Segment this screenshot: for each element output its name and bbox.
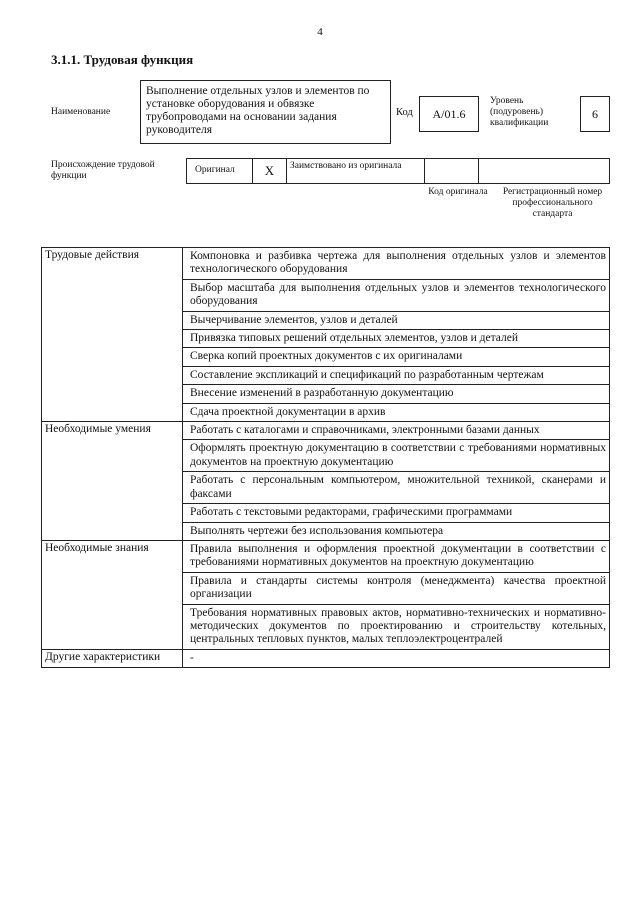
code-label: Код: [396, 107, 413, 118]
labor-actions-item: Сверка копий проектных документов с их оригиналами: [183, 348, 610, 366]
original-mark: Х: [253, 159, 287, 183]
code-original-cell: [425, 159, 479, 183]
table-row: [42, 540, 610, 572]
table-row: [42, 248, 610, 280]
labor-actions-heading: Трудовые действия: [42, 248, 183, 422]
labor-actions-item: Составление экспликаций и спецификаций по разработанным чертежам: [183, 366, 610, 384]
labor-actions-item: Внесение изменений в разработанную документацию: [183, 385, 610, 403]
required-skills-item: Выполнять чертежи без использования компьютера: [183, 522, 610, 540]
required-knowledge-item: Требования нормативных правовых актов, нормативно-технических и нормативно-методических документов по проектированию и строительству котельных, центральных тепловых пунктов, малых теплоэлектроцентралей: [183, 604, 610, 649]
level-value: 6: [592, 106, 598, 121]
other-characteristics-item: -: [183, 649, 610, 667]
section-title: 3.1.1. Трудовая функция: [51, 52, 194, 67]
required-knowledge-heading: Необходимые знания: [42, 540, 183, 649]
registration-number-cell: [479, 159, 609, 183]
registration-label: Регистрационный номер профессионального стандарта: [502, 187, 603, 219]
labor-actions-item: Вычерчивание элементов, узлов и деталей: [183, 311, 610, 329]
origin-table: [186, 158, 610, 184]
required-knowledge-item: Правила выполнения и оформления проектной документации в соответствии с требованиями нормативных документов на проектную документацию: [183, 540, 610, 572]
table-row: [42, 649, 610, 667]
labor-actions-item: Компоновка и разбивка чертежа для выполнения отдельных узлов и элементов технологического оборудования: [183, 248, 610, 280]
required-skills-item: Работать с персональным компьютером, множительной техникой, сканерами и факсами: [183, 472, 610, 504]
page-number: 4: [317, 26, 323, 38]
labor-actions-item: Привязка типовых решений отдельных элементов, узлов и деталей: [183, 330, 610, 348]
required-knowledge-item: Правила и стандарты системы контроля (менеджмента) качества проектной организации: [183, 572, 610, 604]
labor-actions-item: Выбор масштаба для выполнения отдельных узлов и элементов технологического оборудования: [183, 279, 610, 311]
labor-function-table: [41, 247, 610, 668]
level-box: [580, 96, 610, 132]
name-label: Наименование: [51, 107, 111, 117]
required-skills-item: Работать с каталогами и справочниками, электронными базами данных: [183, 422, 610, 440]
required-skills-heading: Необходимые умения: [42, 422, 183, 541]
code-box: [419, 96, 479, 132]
required-skills-item: Оформлять проектную документацию в соответствии с требованиями нормативных документов на проектную документацию: [183, 440, 610, 472]
origin-label: Происхождение трудовой функции: [51, 160, 155, 181]
borrowed-label: Заимствовано из оригинала: [287, 159, 425, 183]
function-name-value: Выполнение отдельных узлов и элементов по установке оборудования и обвязке трубопроводами на основании задания руководителя: [146, 85, 370, 136]
labor-actions-item: Сдача проектной документации в архив: [183, 403, 610, 421]
table-row: [42, 422, 610, 440]
original-label: Оригинал: [187, 159, 253, 183]
other-characteristics-heading: Другие характеристики: [42, 649, 183, 667]
required-skills-item: Работать с текстовыми редакторами, графическими программами: [183, 504, 610, 522]
level-label: Уровень (подуровень) квалификации: [490, 96, 549, 128]
code-original-label: Код оригинала: [428, 187, 488, 197]
code-value: А/01.6: [432, 106, 466, 121]
function-name-box: [140, 80, 391, 144]
